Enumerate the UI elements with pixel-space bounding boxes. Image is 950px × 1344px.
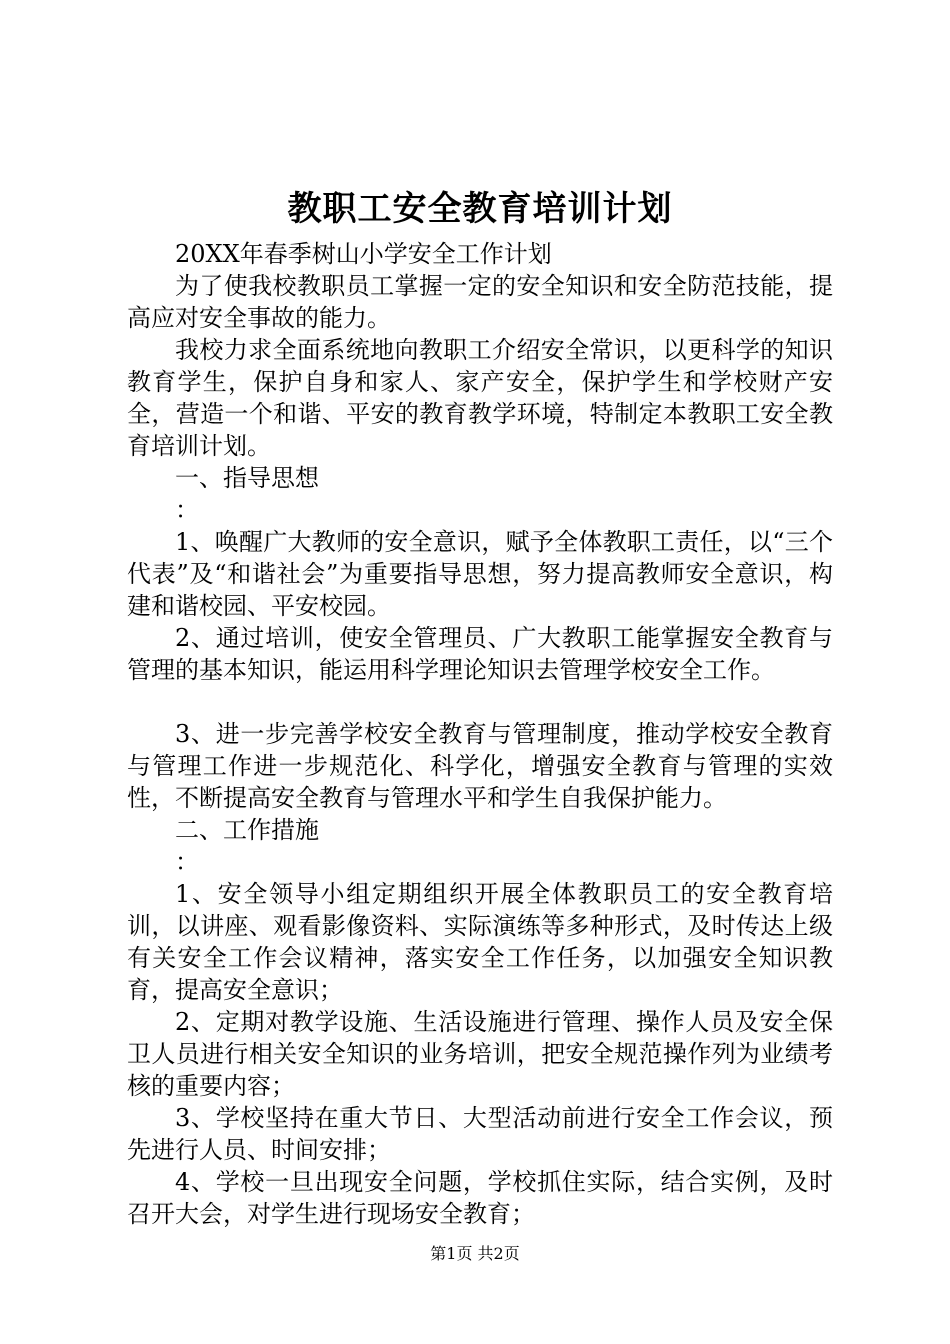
paragraph-spacer bbox=[127, 686, 833, 718]
paragraph-plan-name: 20XX年春季树山小学安全工作计划 bbox=[175, 240, 552, 268]
paragraph-purpose: 为了使我校教职员工掌握一定的安全知识和安全防范技能，提高应对安全事故的能力。 bbox=[127, 272, 833, 332]
section-colon: ： bbox=[175, 848, 199, 876]
paragraph-measure-2: 2、定期对教学设施、生活设施进行管理、操作人员及安全保卫人员进行相关安全知识的业务培训，把安全规范操作列为业绩考核的重要内容； bbox=[127, 1008, 833, 1100]
paragraph-guiding-1: 1、唤醒广大教师的安全意识，赋予全体教职工责任，以“三个代表”及“和谐社会”为重要指导思想，努力提高教师安全意识，构建和谐校园、平安校园。 bbox=[127, 528, 833, 620]
paragraph-guiding-2: 2、通过培训，使安全管理员、广大教职工能掌握安全教育与管理的基本知识，能运用科学理论知识去管理学校安全工作。 bbox=[127, 624, 833, 684]
document-body bbox=[127, 238, 833, 1230]
paragraph-measure-4: 4、学校一旦出现安全问题，学校抓住实际，结合实例，及时召开大会，对学生进行现场安全教育； bbox=[127, 1168, 833, 1228]
paragraph-measure-3: 3、学校坚持在重大节日、大型活动前进行安全工作会议，预先进行人员、时间安排； bbox=[127, 1104, 833, 1164]
page-number-footer: 第1页 共2页 bbox=[430, 1244, 520, 1263]
section-heading-guiding-ideology: 一、指导思想 bbox=[175, 464, 319, 492]
document-title: 教职工安全教育培训计划 bbox=[287, 189, 673, 229]
paragraph-guiding-3: 3、进一步完善学校安全教育与管理制度，推动学校安全教育与管理工作进一步规范化、科学化，增强安全教育与管理的实效性，不断提高安全教育与管理水平和学生自我保护能力。 bbox=[127, 720, 833, 812]
section-heading-work-measures: 二、工作措施 bbox=[175, 816, 319, 844]
paragraph-measure-1: 1、安全领导小组定期组织开展全体教职员工的安全教育培训，以讲座、观看影像资料、实际演练等多种形式，及时传达上级有关安全工作会议精神，落实安全工作任务，以加强安全知识教育，提高安全意识； bbox=[127, 880, 833, 1004]
section-colon: ： bbox=[175, 496, 199, 524]
paragraph-intro: 我校力求全面系统地向教职工介绍安全常识，以更科学的知识教育学生，保护自身和家人、家产安全，保护学生和学校财产安全，营造一个和谐、平安的教育教学环境，特制定本教职工安全教育培训计划。 bbox=[127, 336, 833, 460]
